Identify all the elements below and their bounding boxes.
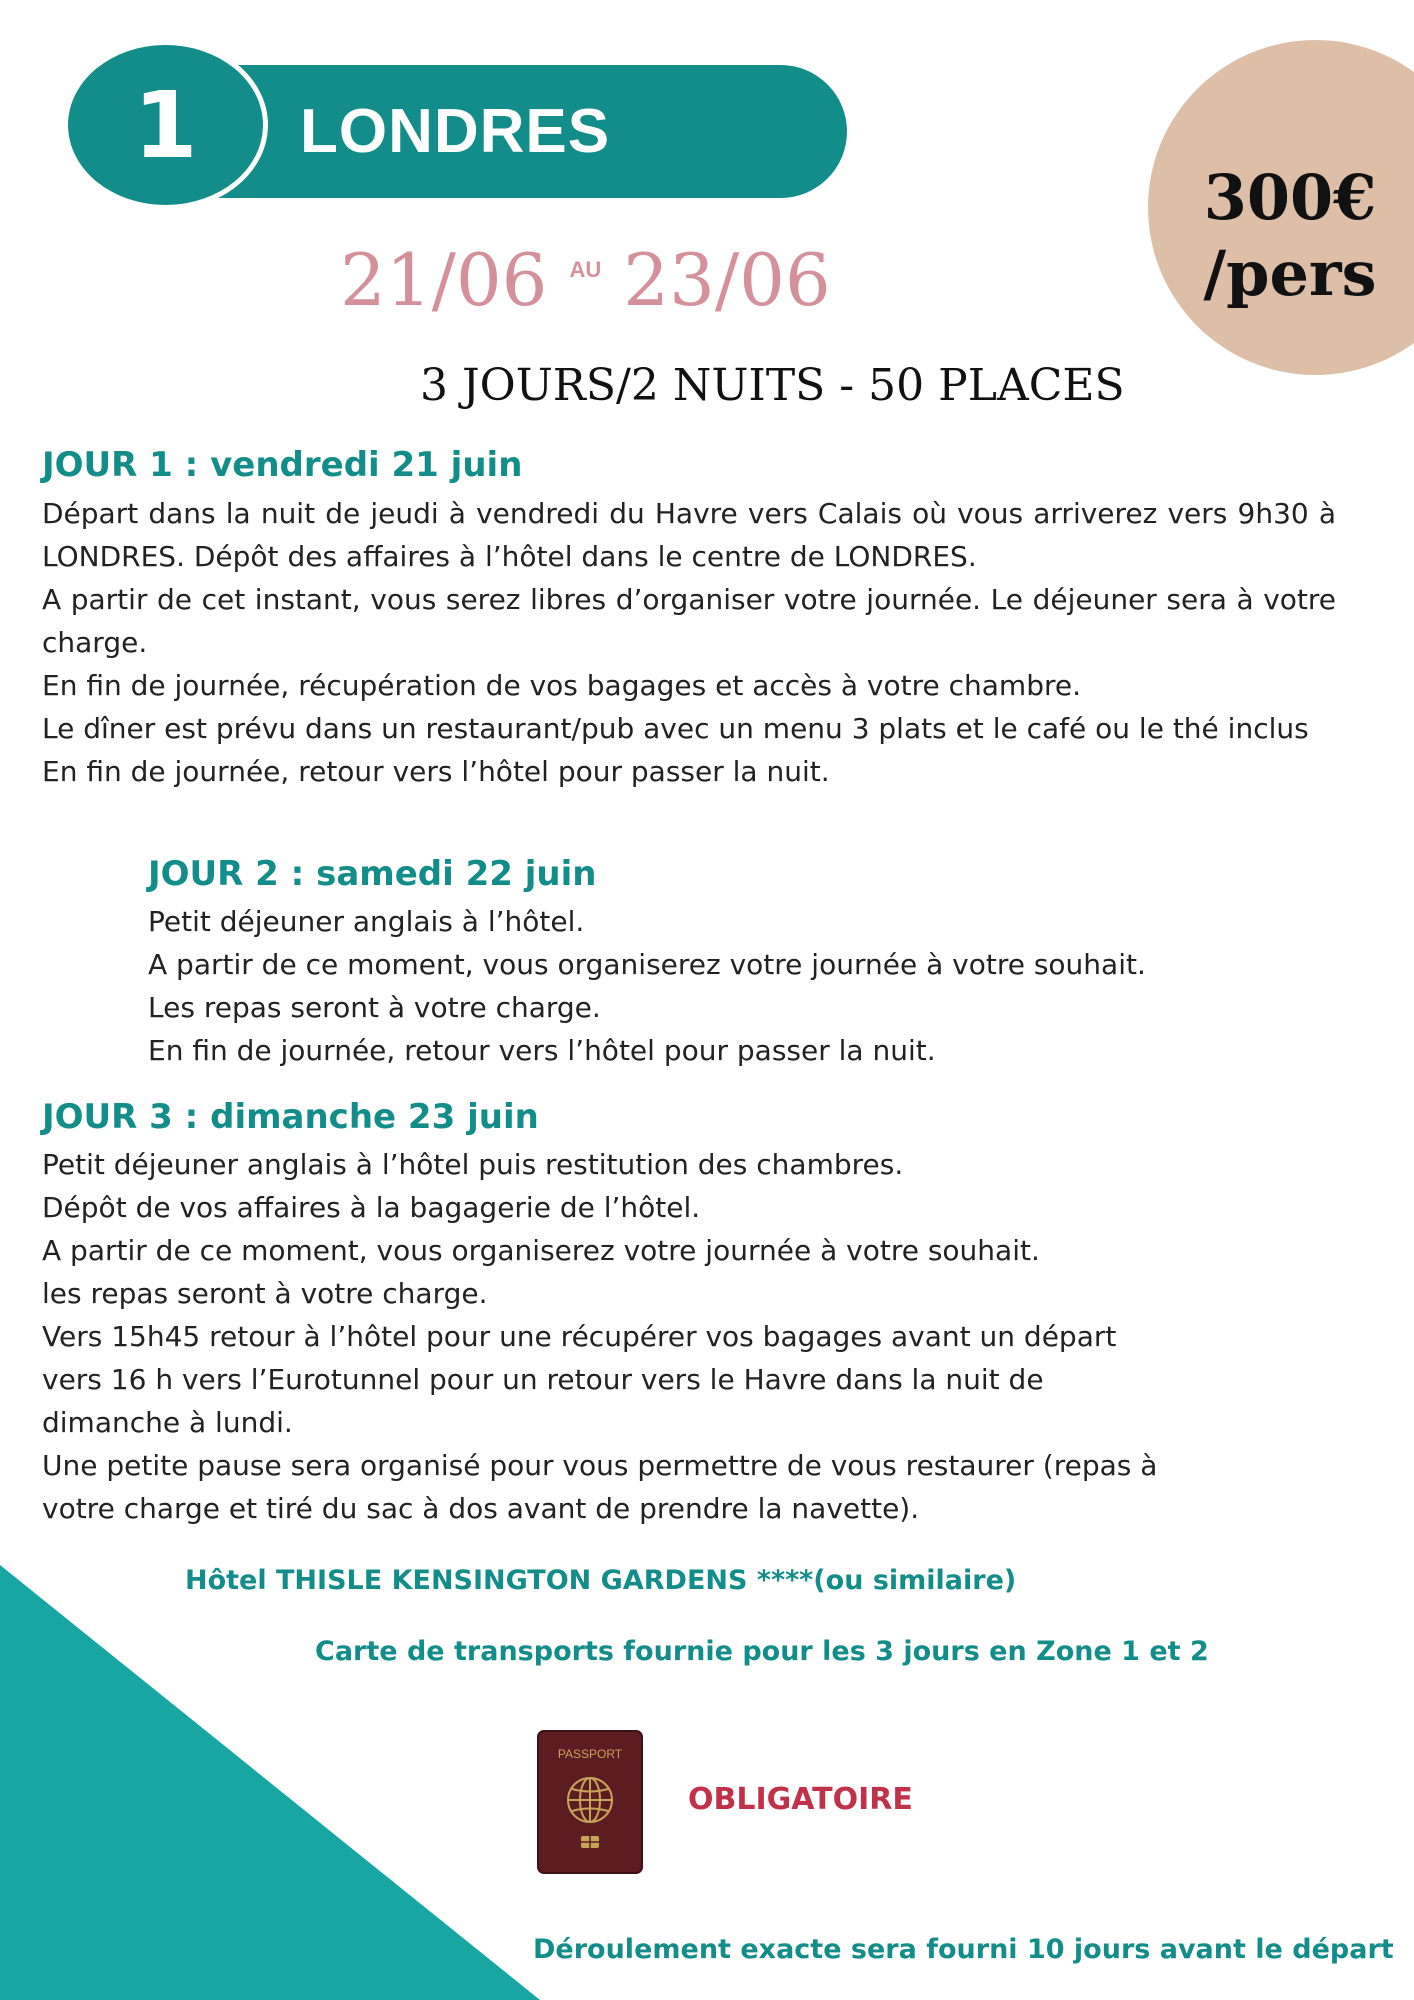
day3-line: vers 16 h vers l’Eurotunnel pour un retour vers le Havre dans la nuit de [42, 1363, 1044, 1396]
day1-line: En fin de journée, récupération de vos bagages et accès à votre chambre. [42, 669, 1082, 702]
day1-line: A partir de cet instant, vous serez libres d’organiser votre journée. Le déjeuner sera à votre charge. [42, 583, 1336, 659]
hotel-info: Hôtel THISLE KENSINGTON GARDENS ****(ou similaire) [185, 1565, 1017, 1596]
decorative-triangle [0, 1565, 540, 2000]
day1-title: JOUR 1 : vendredi 21 juin [42, 445, 523, 485]
passport-required: OBLIGATOIRE [688, 1782, 913, 1817]
day3-line: votre charge et tiré du sac à dos avant de prendre la navette). [42, 1492, 920, 1525]
passport-icon [535, 1728, 645, 1876]
day2-line: Petit déjeuner anglais à l’hôtel. [148, 905, 585, 938]
day3-line: les repas seront à votre charge. [42, 1277, 488, 1310]
destination-title: LONDRES [300, 97, 611, 166]
passport-label: PASSPORT [557, 1747, 623, 1761]
day3-line: Dépôt de vos affaires à la bagagerie de l’hôtel. [42, 1191, 701, 1224]
date-end: 23/06 [623, 238, 831, 322]
price-amount: 300€ [1203, 161, 1377, 234]
day1-description [42, 492, 1336, 793]
day3-description [42, 1143, 1292, 1530]
day1-line: En fin de journée, retour vers l’hôtel pour passer la nuit. [42, 755, 830, 788]
trip-number-badge: 1 [68, 45, 263, 205]
trip-dates [340, 225, 831, 322]
duration-places: 3 JOURS/2 NUITS - 50 PLACES [420, 360, 1125, 411]
footer-note: Déroulement exacte sera fourni 10 jours avant le départ [533, 1934, 1394, 1965]
day3-line: Vers 15h45 retour à l’hôtel pour une récupérer vos bagages avant un départ [42, 1320, 1117, 1353]
day3-line: Petit déjeuner anglais à l’hôtel puis restitution des chambres. [42, 1148, 904, 1181]
date-start: 21/06 [340, 238, 548, 322]
price-unit: /pers [1203, 237, 1377, 310]
day1-line: Départ dans la nuit de jeudi à vendredi du Havre vers Calais où vous arriverez vers 9h30 à LONDRES. Dépôt des affaires à l’hôtel dans le centre de LONDRES. [42, 497, 1336, 573]
day2-line: A partir de ce moment, vous organiserez votre journée à votre souhait. [148, 948, 1146, 981]
day2-title: JOUR 2 : samedi 22 juin [148, 854, 597, 894]
day2-line: Les repas seront à votre charge. [148, 991, 601, 1024]
day3-line: A partir de ce moment, vous organiserez votre journée à votre souhait. [42, 1234, 1040, 1267]
day2-line: En fin de journée, retour vers l’hôtel pour passer la nuit. [148, 1034, 936, 1067]
day2-description [148, 900, 1298, 1072]
day3-title: JOUR 3 : dimanche 23 juin [42, 1097, 539, 1137]
transport-info: Carte de transports fournie pour les 3 jours en Zone 1 et 2 [315, 1636, 1209, 1667]
date-connector: AU [569, 257, 602, 282]
day1-line: Le dîner est prévu dans un restaurant/pub avec un menu 3 plats et le café ou le thé inclus [42, 712, 1309, 745]
price-label [1190, 160, 1390, 312]
day3-line: Une petite pause sera organisé pour vous permettre de vous restaurer (repas à [42, 1449, 1158, 1482]
day3-line: dimanche à lundi. [42, 1406, 293, 1439]
